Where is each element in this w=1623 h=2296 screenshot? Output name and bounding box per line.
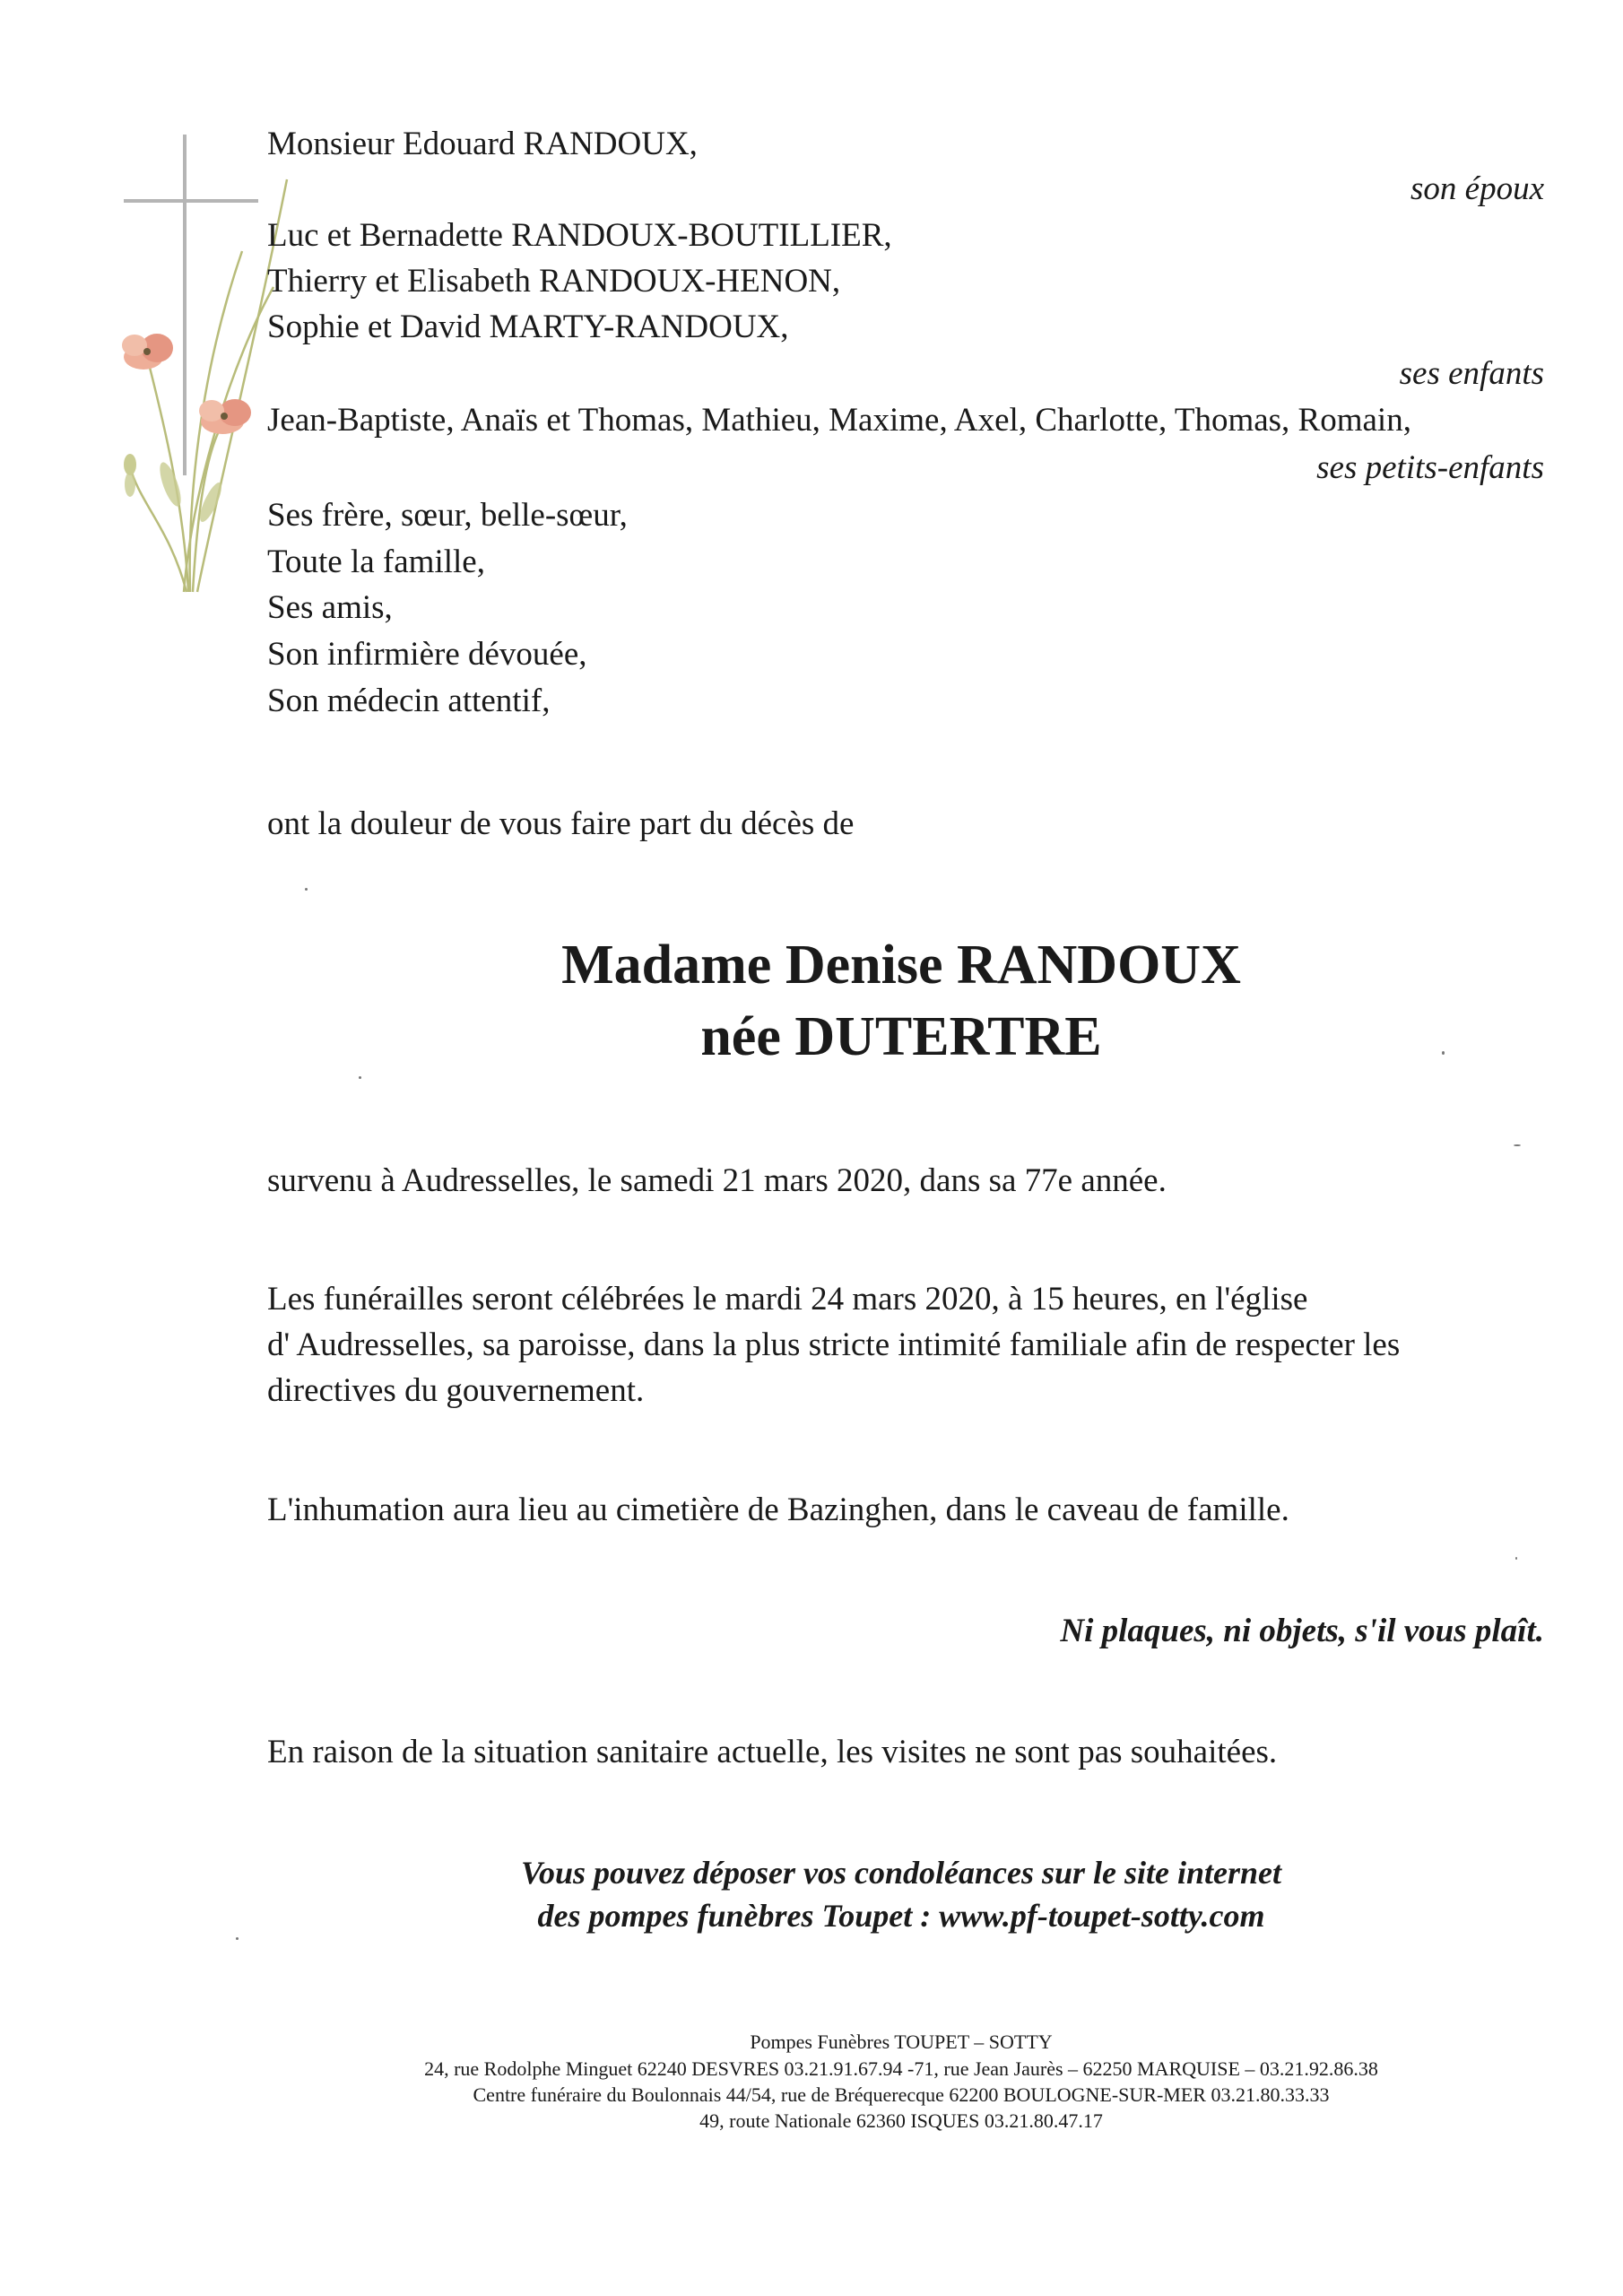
no-flowers-request: Ni plaques, ni objets, s'il vous plaît.	[1060, 1613, 1544, 1649]
visits-notice: En raison de la situation sanitaire actuelle, les visites ne sont pas souhaitées.	[267, 1734, 1278, 1770]
poppy-icon	[199, 399, 251, 434]
cross-vertical	[183, 135, 187, 475]
funeral-line: directives du gouvernement.	[267, 1372, 645, 1409]
grandchildren-names: Jean-Baptiste, Anaïs et Thomas, Mathieu, Maxime, Axel, Charlotte, Thomas, Romain,	[267, 402, 1411, 439]
deceased-maiden-name: née DUTERTRE	[700, 1006, 1102, 1067]
funeral-line: d' Audresselles, sa paroisse, dans la plus stricte intimité familiale afin de respecter les	[267, 1326, 1401, 1363]
child-line: Sophie et David MARTY-RANDOUX,	[267, 309, 789, 345]
husband-role: son époux	[1410, 170, 1544, 207]
husband-name: Monsieur Edouard RANDOUX,	[267, 126, 698, 162]
footer-address: Centre funéraire du Boulonnais 44/54, rue de Bréquerecque 62200 BOULOGNE-SUR-MER 03.21.80.33.33	[473, 2083, 1330, 2106]
scan-speck	[359, 1076, 361, 1079]
poppy-stems	[130, 179, 287, 592]
funeral-line: Les funérailles seront célébrées le mardi 24 mars 2020, à 15 heures, en l'église	[267, 1281, 1308, 1318]
scan-speck	[1442, 1051, 1445, 1055]
footer-address: 49, route Nationale 62360 ISQUES 03.21.80.47.17	[699, 2109, 1103, 2132]
burial-text: L'inhumation aura lieu au cimetière de Bazinghen, dans le caveau de famille.	[267, 1492, 1289, 1528]
scan-speck	[1514, 1144, 1521, 1146]
children-role: ses enfants	[1399, 355, 1544, 392]
condolences-line: des pompes funèbres Toupet : www.pf-toupet-sotty.com	[537, 1898, 1265, 1934]
announcement-text: ont la douleur de vous faire part du décès de	[267, 805, 855, 842]
relative-line: Ses frère, sœur, belle-sœur,	[267, 497, 628, 534]
relative-line: Ses amis,	[267, 589, 393, 626]
footer-address: 24, rue Rodolphe Minguet 62240 DESVRES 03.21.91.67.94 -71, rue Jean Jaurès – 62250 MARQUISE – 03.21.92.86.38	[424, 2057, 1378, 2080]
death-details: survenu à Audresselles, le samedi 21 mars 2020, dans sa 77e année.	[267, 1162, 1167, 1199]
poppy-icon	[122, 334, 173, 370]
poppy-bud-icon	[124, 454, 136, 475]
relative-line: Toute la famille,	[267, 544, 485, 580]
cross-horizontal	[124, 199, 258, 203]
deceased-name: Madame Denise RANDOUX	[561, 935, 1241, 996]
scan-speck	[305, 888, 308, 891]
scan-speck	[1515, 1557, 1517, 1560]
footer-company: Pompes Funèbres TOUPET – SOTTY	[750, 2031, 1053, 2053]
child-line: Thierry et Elisabeth RANDOUX-HENON,	[267, 263, 841, 300]
relative-line: Son médecin attentif,	[267, 683, 551, 719]
grandchildren-role: ses petits-enfants	[1316, 449, 1544, 486]
scan-speck	[236, 1937, 239, 1940]
condolences-line: Vous pouvez déposer vos condoléances sur le site internet	[520, 1855, 1281, 1891]
relative-line: Son infirmière dévouée,	[267, 636, 587, 673]
child-line: Luc et Bernadette RANDOUX-BOUTILLIER,	[267, 217, 892, 254]
